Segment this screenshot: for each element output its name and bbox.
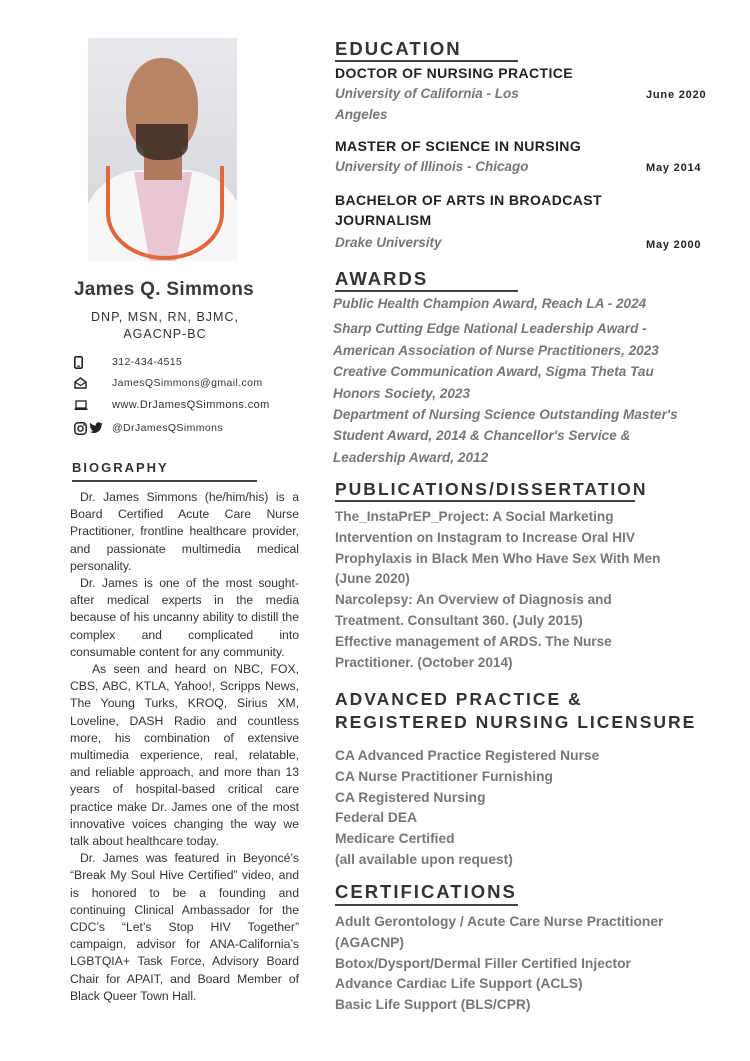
education-heading: EDUCATION (335, 38, 462, 59)
publication-line: Intervention on Instagram to Increase Oral HIV (335, 529, 635, 545)
degree-school: University of Illinois - Chicago (335, 159, 529, 174)
awards-list (333, 293, 708, 468)
education-divider (335, 60, 518, 62)
certification-line: Botox/Dysport/Dermal Filler Certified Injector (335, 955, 631, 971)
certification-line: Basic Life Support (BLS/CPR) (335, 997, 531, 1013)
email-text: JamesQSimmons@gmail.com (112, 377, 263, 389)
licensure-line: CA Nurse Practitioner Furnishing (335, 768, 553, 784)
certifications-heading: CERTIFICATIONS (335, 881, 517, 902)
biography-paragraph: Dr. James is one of the most sought-after medical experts in the media because of his uncanny ability to distill the complex and complicated into consumable content for any community. (70, 576, 299, 659)
envelope-icon (74, 377, 94, 391)
credentials-line: DNP, MSN, RN, BJMC, (91, 310, 239, 324)
website-text: www.DrJamesQSimmons.com (112, 399, 270, 411)
licensure-heading (335, 688, 696, 734)
publication-line: Prophylaxis in Black Men Who Have Sex With Men (335, 550, 661, 566)
award-line: American Association of Nurse Practitioners, 2023 (333, 342, 659, 358)
degree-school: Drake University (335, 235, 442, 250)
publication-line: Treatment. Consultant 360. (July 2015) (335, 612, 583, 628)
publication-line: Effective management of ARDS. The Nurse (335, 633, 612, 649)
certification-line: Advance Cardiac Life Support (ACLS) (335, 976, 583, 992)
degree-title: MASTER OF SCIENCE IN NURSING (335, 138, 582, 154)
phone-icon (74, 356, 94, 370)
licensure-heading-line: REGISTERED NURSING LICENSURE (335, 712, 697, 732)
award-line: Honors Society, 2023 (333, 385, 470, 401)
publications-divider (335, 500, 635, 502)
licensure-line: (all available upon request) (335, 851, 513, 867)
degree-date: May 2014 (646, 162, 702, 174)
degree-title: DOCTOR OF NURSING PRACTICE (335, 65, 574, 81)
award-line: Student Award, 2014 & Chancellor's Service & (333, 428, 631, 444)
licensure-line: Federal DEA (335, 810, 418, 826)
school-line: Angeles (335, 107, 388, 122)
licensure-line: Medicare Certified (335, 831, 455, 847)
biography-paragraph: Dr. James was featured in Beyoncé’s “Break My Soul Hive Certified” video, and is honored to be a founding and continuing Clinical Ambassador for the CDC’s “Let’s Stop HIV Together” campaign, advisor for ANA-California’s LGBTQIA+ Task Force, Advisory Board Chair for APAIT, and Board Member of Black Queer Town Hall. (70, 851, 299, 1003)
degree-title-line: BACHELOR OF ARTS IN BROADCAST (335, 192, 602, 208)
biography-text (70, 489, 299, 1005)
publication-line: (June 2020) (335, 571, 410, 587)
publication-line: The_InstaPrEP_Project: A Social Marketing (335, 509, 614, 524)
laptop-icon (74, 399, 94, 413)
twitter-icon (89, 422, 109, 436)
degree-school (335, 83, 519, 125)
award-line: Public Health Champion Award, Reach LA - 2024 (333, 296, 647, 311)
award-line: Leadership Award, 2012 (333, 449, 489, 465)
biography-heading: BIOGRAPHY (72, 460, 169, 475)
school-line: University of California - Los (335, 86, 519, 101)
photo-stethoscope (106, 166, 224, 260)
awards-divider (335, 290, 518, 292)
licensure-line: CA Registered Nursing (335, 789, 486, 805)
licensure-heading-line: ADVANCED PRACTICE & (335, 689, 583, 709)
degree-title (335, 190, 602, 230)
biography-paragraph: As seen and heard on NBC, FOX, CBS, ABC, KTLA, Yahoo!, Scripps News, The Young Turks, KROQ, Sirius XM, Loveline, DASH Radio and countless more, his combination of extensive multimedia experience, real, relatable, and reliable approach, and more than 13 years of hospital-based critical care practice make Dr. James one of the most innovative voices changing the way we talk about healthcare today. (70, 662, 299, 849)
publications-heading: PUBLICATIONS/DISSERTATION (335, 479, 648, 499)
degree-title-line: JOURNALISM (335, 212, 432, 228)
certification-line: (AGACNP) (335, 934, 404, 950)
degree-date: June 2020 (646, 89, 707, 101)
credentials-line: AGACNP-BC (123, 327, 207, 341)
certification-line: Adult Gerontology / Acute Care Nurse Practitioner (335, 914, 664, 929)
award-line: Creative Communication Award, Sigma Theta Tau (333, 364, 654, 380)
degree-date: May 2000 (646, 239, 702, 251)
social-text: @DrJamesQSimmons (112, 422, 223, 434)
phone-text: 312-434-4515 (112, 356, 183, 368)
photo-beard (136, 124, 188, 160)
certifications-divider (335, 904, 518, 906)
biography-paragraph: Dr. James Simmons (he/him/his) is a Board Certified Acute Care Nurse Practitioner, frontline healthcare provider, and passionate multimedia medical personality. (70, 490, 299, 573)
licensure-line: CA Advanced Practice Registered Nurse (335, 748, 600, 763)
profile-photo (88, 38, 237, 261)
biography-divider (72, 480, 257, 482)
award-line: Department of Nursing Science Outstanding Master's (333, 407, 678, 423)
award-line: Sharp Cutting Edge National Leadership Award - (333, 321, 647, 337)
publication-line: Practitioner. (October 2014) (335, 654, 513, 670)
publication-line: Narcolepsy: An Overview of Diagnosis and (335, 592, 612, 608)
publications-list (335, 507, 707, 673)
certifications-list (335, 912, 707, 1016)
profile-credentials (70, 309, 260, 343)
awards-heading: AWARDS (335, 268, 429, 289)
licensure-list (335, 746, 707, 871)
profile-name: James Q. Simmons (73, 279, 255, 300)
